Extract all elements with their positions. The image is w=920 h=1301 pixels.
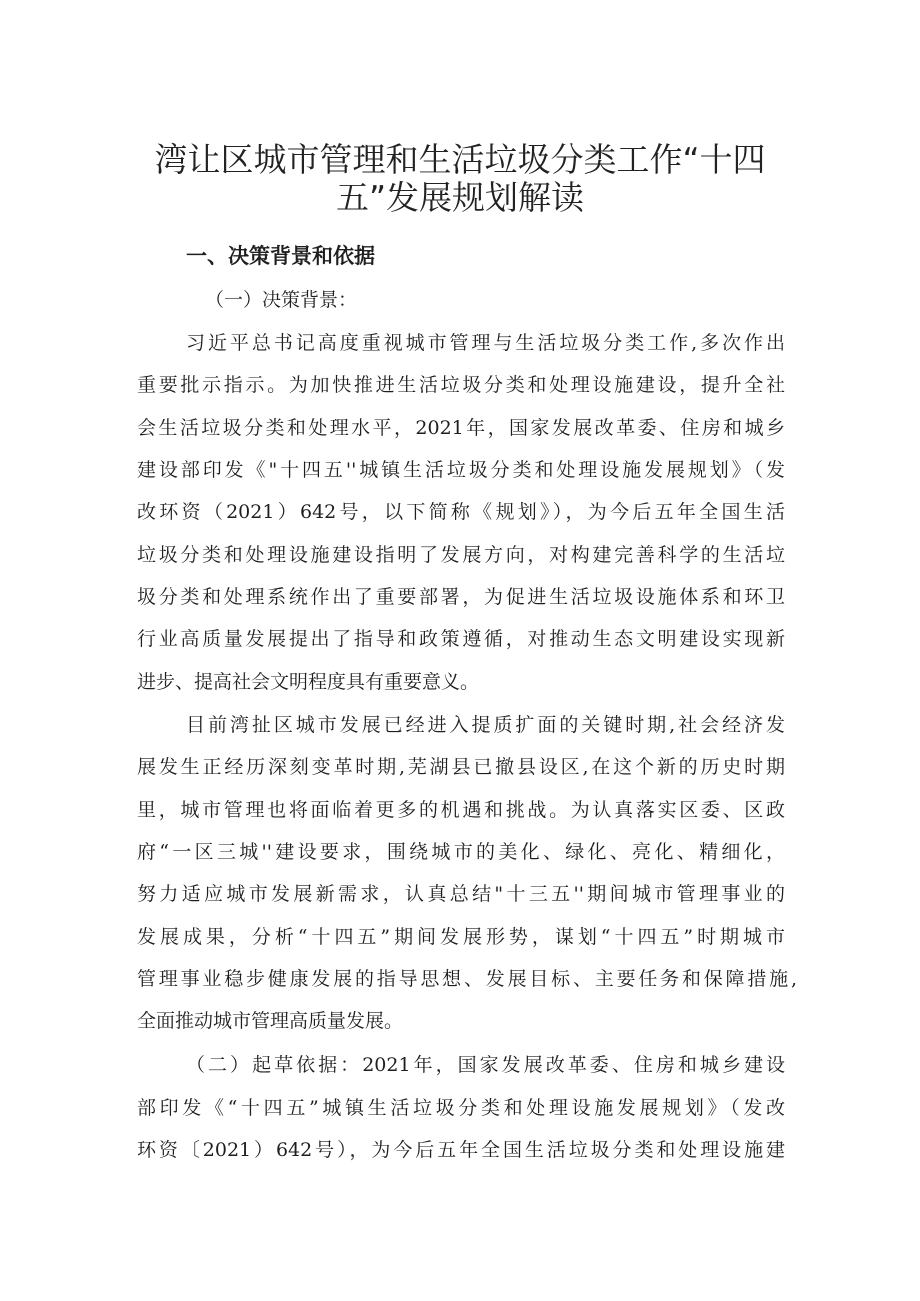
paragraph-line: 会生活垃圾分类和处理水平，2021年，国家发展改革委、住房和城乡 <box>137 417 785 439</box>
document-title-line-2: 五”发展规划解读 <box>335 178 585 217</box>
paragraph-line: 重要批示指示。为加快推进生活垃圾分类和处理设施建设，提升全社 <box>137 374 785 396</box>
paragraph-line: 目前湾扯区城市发展已经进入提质扩面的关键时期,社会经济发 <box>186 714 785 736</box>
paragraph-line: 垃圾分类和处理设施建设指明了发展方向，对构建完善科学的生活垃 <box>137 544 785 566</box>
paragraph-line: 部印发《“十四五”城镇生活垃圾分类和处理设施发展规划》（发改 <box>137 1097 785 1119</box>
section-heading: 一、决策背景和依据 <box>186 244 375 268</box>
paragraph-line: 进步、提高社会文明程度具有重要意义。 <box>137 671 480 693</box>
paragraph-line: 展发生正经历深刻变革时期,芜湖县已撤县设区,在这个新的历史时期 <box>137 756 785 778</box>
paragraph-line: 圾分类和处理系统作出了重要部署，为促进生活垃圾设施体系和环卫 <box>137 586 785 608</box>
paragraph-line: 发展成果，分析“十四五”期间发展形势，谋划“十四五”时期城市 <box>137 926 785 948</box>
subsection-heading: （一）决策背景： <box>205 289 358 311</box>
document-title-line-1: 湾让区城市管理和生活垃圾分类工作“十四 <box>154 140 766 179</box>
paragraph-line: 府“一区三城''建设要求，围绕城市的美化、绿化、亮化、精细化， <box>137 841 785 863</box>
paragraph-line: 全面推动城市管理高质量发展。 <box>137 1010 404 1032</box>
paragraph-line: 环资〔2021）642号），为今后五年全国生活垃圾分类和处理设施建 <box>137 1139 785 1161</box>
paragraph-line: 改环资（2021）642号，以下简称《规划》），为今后五年全国生活 <box>137 501 785 523</box>
paragraph-line: 行业高质量发展提出了指导和政策遵循，对推动生态文明建设实现新 <box>137 628 785 650</box>
paragraph-line: （二）起草依据：2021年，国家发展改革委、住房和城乡建设 <box>186 1054 785 1076</box>
paragraph-line: 管理事业稳步健康发展的指导思想、发展目标、主要任务和保障措施, <box>137 968 797 990</box>
paragraph-line: 建设部印发《"十四五''城镇生活垃圾分类和处理设施发展规划》（发 <box>137 459 785 481</box>
paragraph-line: 里，城市管理也将面临着更多的机遇和挑战。为认真落实区委、区政 <box>137 799 785 821</box>
paragraph-line: 习近平总书记高度重视城市管理与生活垃圾分类工作,多次作出 <box>186 332 785 354</box>
paragraph-line: 努力适应城市发展新需求，认真总结"十三五''期间城市管理事业的 <box>137 883 785 905</box>
